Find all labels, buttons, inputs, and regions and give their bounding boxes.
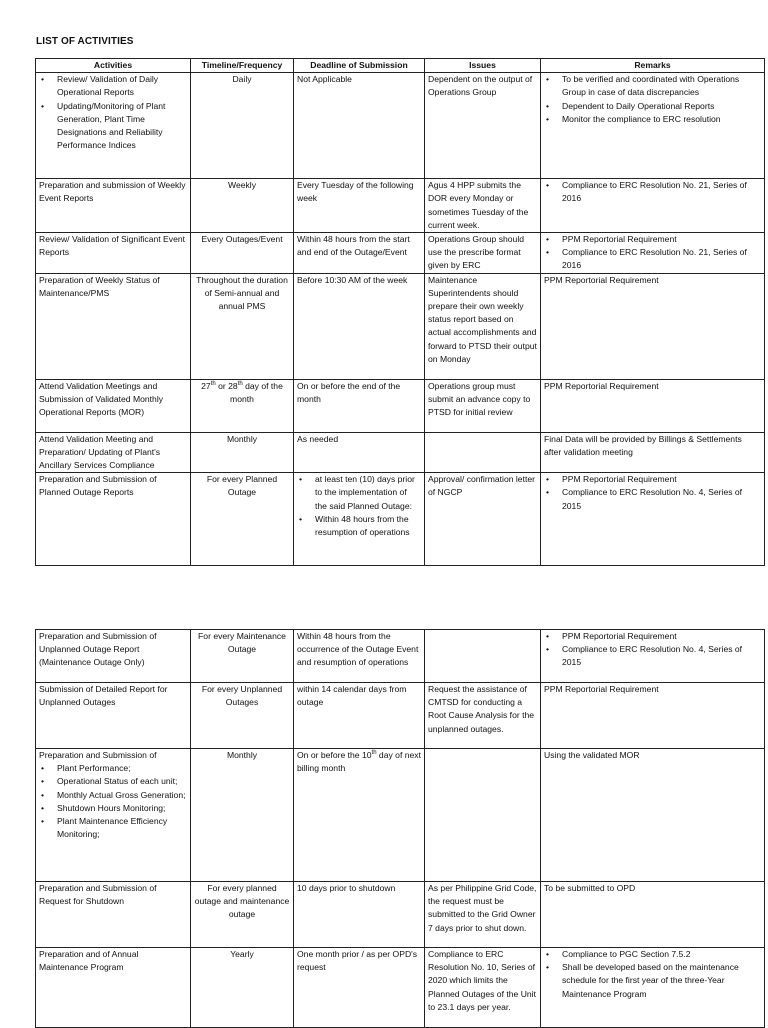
issues-cell: Operations Group should use the prescribe format given by ERC bbox=[425, 233, 541, 274]
timeline-cell: Throughout the duration of Semi-annual and annual PMS bbox=[191, 273, 294, 379]
deadline-cell: One month prior / as per OPD's request bbox=[294, 948, 425, 1028]
remarks-cell bbox=[541, 179, 765, 233]
deadline-cell: Before 10:30 AM of the week bbox=[294, 273, 425, 379]
deadline-cell: Within 48 hours from the start and end of the Outage/Event bbox=[294, 233, 425, 274]
table-row bbox=[36, 379, 765, 432]
table-row bbox=[36, 948, 765, 1028]
ordinal-suffix: th bbox=[237, 380, 243, 387]
issues-cell bbox=[425, 432, 541, 473]
table-row bbox=[36, 432, 765, 473]
table-row bbox=[36, 233, 765, 274]
timeline-text: 27 bbox=[201, 380, 211, 391]
table-row bbox=[36, 749, 765, 882]
issues-cell bbox=[425, 749, 541, 882]
activity-cell: Preparation and of Annual Maintenance Program bbox=[36, 948, 191, 1028]
table-row bbox=[36, 179, 765, 233]
remarks-bullet: • Monitor the compliance to ERC resolution bbox=[544, 113, 761, 126]
table-row bbox=[36, 73, 765, 179]
remarks-cell bbox=[541, 948, 765, 1028]
timeline-cell: Weekly bbox=[191, 179, 294, 233]
remarks-cell bbox=[541, 73, 765, 179]
remarks-cell: PPM Reportorial Requirement bbox=[541, 273, 765, 379]
timeline-cell: Yearly bbox=[191, 948, 294, 1028]
timeline-cell: For every planned outage and maintenance outage bbox=[191, 882, 294, 948]
table-header-row bbox=[36, 59, 765, 73]
issues-cell: Operations group must submit an advance copy to PTSD for initial review bbox=[425, 379, 541, 432]
remarks-cell: Using the validated MOR bbox=[541, 749, 765, 882]
deadline-cell: Not Applicable bbox=[294, 73, 425, 179]
remarks-bullet: • Compliance to ERC Resolution No. 4, Series of 2015 bbox=[544, 486, 761, 512]
remarks-bullet: • Dependent to Daily Operational Reports bbox=[544, 100, 761, 113]
deadline-bullet: • at least ten (10) days prior to the implementation of the said Planned Outage: bbox=[297, 473, 421, 513]
activity-cell: Submission of Detailed Report for Unplanned Outages bbox=[36, 683, 191, 749]
activity-bullet: • Plant Maintenance Efficiency Monitoring; bbox=[39, 815, 187, 841]
timeline-cell bbox=[191, 379, 294, 432]
activities-table-continued bbox=[35, 629, 765, 1028]
activity-bullet: • Plant Performance; bbox=[39, 762, 187, 775]
remarks-cell: Final Data will be provided by Billings & Settlements after validation meeting bbox=[541, 432, 765, 473]
deadline-cell: 10 days prior to shutdown bbox=[294, 882, 425, 948]
deadline-text: On or before the 10 bbox=[297, 750, 372, 760]
ordinal-suffix: th bbox=[210, 380, 216, 387]
deadline-bullet: • Within 48 hours from the resumption of operations bbox=[297, 513, 421, 539]
remarks-bullet: • Compliance to ERC Resolution No. 21, Series of 2016 bbox=[544, 179, 761, 205]
deadline-cell: On or before the end of the month bbox=[294, 379, 425, 432]
activity-text: Preparation and Submission of bbox=[39, 750, 157, 760]
deadline-cell bbox=[294, 749, 425, 882]
deadline-cell: Within 48 hours from the occurrence of the Outage Event and resumption of operations bbox=[294, 630, 425, 683]
remarks-cell bbox=[541, 473, 765, 566]
issues-cell: Maintenance Superintendents should prepare their own weekly status report based on actual accomplishments and forward to PTSD their output on Monday bbox=[425, 273, 541, 379]
remarks-bullet: • Compliance to PGC Section 7.5.2 bbox=[544, 948, 761, 961]
activity-bullet: • Monthly Actual Gross Generation; bbox=[39, 789, 187, 802]
header-deadline: Deadline of Submission bbox=[294, 59, 425, 73]
header-timeline: Timeline/Frequency bbox=[191, 59, 294, 73]
timeline-cell: For every Maintenance Outage bbox=[191, 630, 294, 683]
header-activities: Activities bbox=[36, 59, 191, 73]
activity-cell: Attend Validation Meeting and Preparation/ Updating of Plant's Ancillary Services Compliance bbox=[36, 432, 191, 473]
header-remarks: Remarks bbox=[541, 59, 765, 73]
remarks-bullet: • Shall be developed based on the maintenance schedule for the first year of the three-Year Maintenance Program bbox=[544, 961, 761, 1001]
table-row bbox=[36, 683, 765, 749]
activity-bullet: • Review/ Validation of Daily Operational Reports bbox=[39, 73, 187, 99]
timeline-text: day of the month bbox=[230, 380, 283, 404]
table-row bbox=[36, 630, 765, 683]
timeline-cell: For every Planned Outage bbox=[191, 473, 294, 566]
remarks-bullet: • Compliance to ERC Resolution No. 4, Series of 2015 bbox=[544, 643, 761, 669]
activities-table bbox=[35, 58, 765, 566]
timeline-cell: Every Outages/Event bbox=[191, 233, 294, 274]
timeline-cell: Daily bbox=[191, 73, 294, 179]
activity-bullet: • Updating/Monitoring of Plant Generation, Plant Time Designations and Reliability Performance Indices bbox=[39, 100, 187, 153]
table-row bbox=[36, 882, 765, 948]
issues-cell: Dependent on the output of Operations Group bbox=[425, 73, 541, 179]
activity-cell: Preparation and Submission of Unplanned Outage Report (Maintenance Outage Only) bbox=[36, 630, 191, 683]
activity-bullet: • Operational Status of each unit; bbox=[39, 775, 187, 788]
issues-cell bbox=[425, 630, 541, 683]
page-title: LIST OF ACTIVITIES bbox=[36, 36, 134, 47]
activity-cell: Review/ Validation of Significant Event Reports bbox=[36, 233, 191, 274]
activity-cell: Preparation of Weekly Status of Maintenance/PMS bbox=[36, 273, 191, 379]
issues-cell: Agus 4 HPP submits the DOR every Monday or sometimes Tuesday of the current week. bbox=[425, 179, 541, 233]
deadline-cell: Every Tuesday of the following week bbox=[294, 179, 425, 233]
deadline-text: day of next billing month bbox=[297, 750, 421, 774]
remarks-cell: PPM Reportorial Requirement bbox=[541, 379, 765, 432]
issues-cell: Approval/ confirmation letter of NGCP bbox=[425, 473, 541, 566]
remarks-cell bbox=[541, 233, 765, 274]
timeline-text: or 28 bbox=[215, 380, 238, 391]
activity-cell: Preparation and submission of Weekly Event Reports bbox=[36, 179, 191, 233]
activity-cell: Attend Validation Meetings and Submission of Validated Monthly Operational Reports (MOR) bbox=[36, 379, 191, 432]
activity-cell: Preparation and Submission of Planned Outage Reports bbox=[36, 473, 191, 566]
remarks-bullet: • Compliance to ERC Resolution No. 21, Series of 2016 bbox=[544, 246, 761, 272]
table-row bbox=[36, 473, 765, 566]
remarks-cell bbox=[541, 630, 765, 683]
issues-cell: Compliance to ERC Resolution No. 10, Series of 2020 which limits the Planned Outages of the Unit to 23.1 days per year. bbox=[425, 948, 541, 1028]
remarks-bullet: • PPM Reportorial Requirement bbox=[544, 630, 761, 643]
deadline-cell bbox=[294, 473, 425, 566]
remarks-cell: PPM Reportorial Requirement bbox=[541, 683, 765, 749]
activity-cell: Preparation and Submission of Request for Shutdown bbox=[36, 882, 191, 948]
timeline-cell: Monthly bbox=[191, 432, 294, 473]
activity-cell bbox=[36, 749, 191, 882]
issues-cell: As per Philippine Grid Code, the request must be submitted to the Grid Owner 7 days prior to shut down. bbox=[425, 882, 541, 948]
timeline-cell: For every Unplanned Outages bbox=[191, 683, 294, 749]
ordinal-suffix: th bbox=[371, 750, 377, 757]
remarks-bullet: • To be verified and coordinated with Operations Group in case of data discrepancies bbox=[544, 73, 761, 99]
remarks-bullet: • PPM Reportorial Requirement bbox=[544, 233, 761, 246]
remarks-bullet: • PPM Reportorial Requirement bbox=[544, 473, 761, 486]
activity-bullet: • Shutdown Hours Monitoring; bbox=[39, 802, 187, 815]
timeline-cell: Monthly bbox=[191, 749, 294, 882]
deadline-cell: within 14 calendar days from outage bbox=[294, 683, 425, 749]
header-issues: Issues bbox=[425, 59, 541, 73]
remarks-cell: To be submitted to OPD bbox=[541, 882, 765, 948]
activity-cell bbox=[36, 73, 191, 179]
deadline-cell: As needed bbox=[294, 432, 425, 473]
table-row bbox=[36, 273, 765, 379]
issues-cell: Request the assistance of CMTSD for conducting a Root Cause Analysis for the unplanned outages. bbox=[425, 683, 541, 749]
